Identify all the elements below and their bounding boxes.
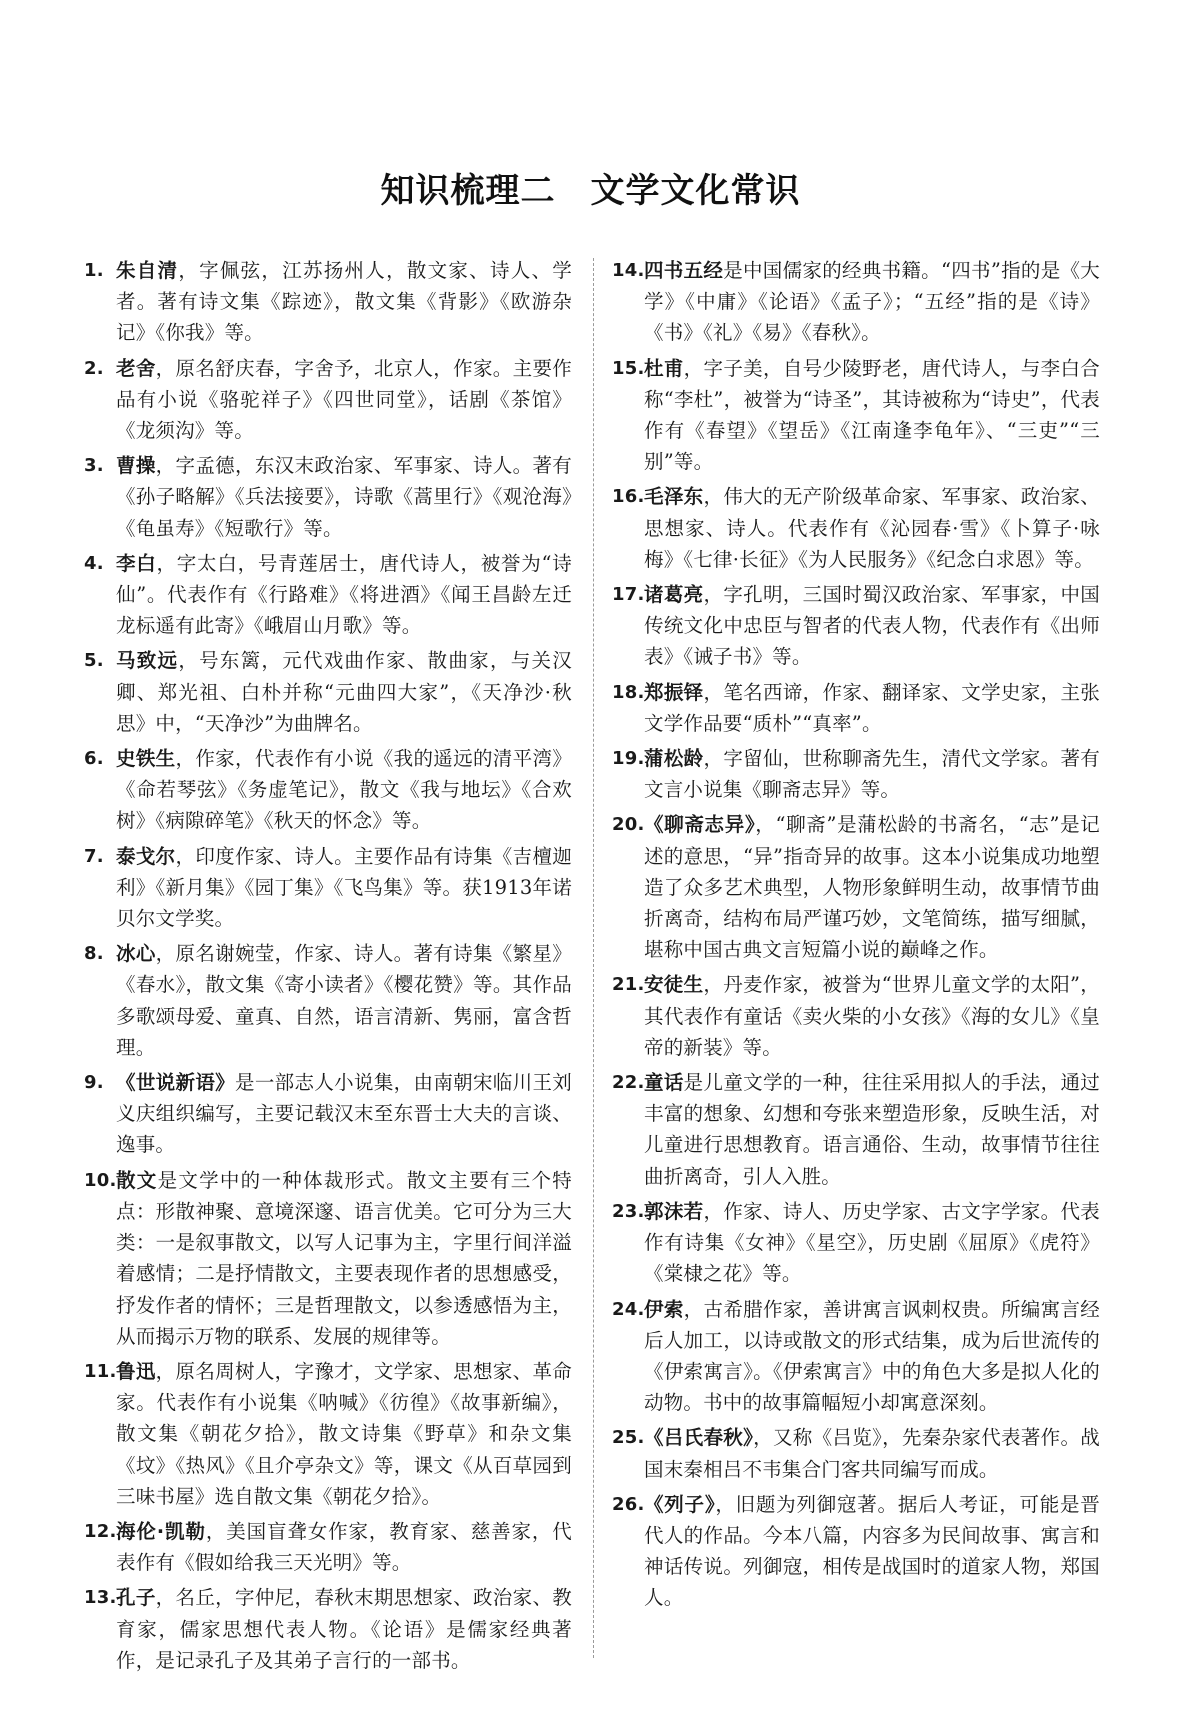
entry-text: ，字孟德，东汉末政治家、军事家、诗人。著有《孙子略解》《兵法接要》，诗歌《蒿里行》《观沧海》《龟虽寿》《短歌行》等。	[116, 454, 572, 540]
entry-number: 9.	[84, 1072, 104, 1094]
entry-16	[612, 481, 1100, 575]
entry-number: 1.	[84, 260, 104, 281]
entry-text: ，古希腊作家，善讲寓言讽刺权贵。所编寓言经后人加工，以诗或散文的形式结集，成为后世流传的《伊索寓言》。《伊索寓言》中的角色大多是拟人化的动物。书中的故事篇幅短小却寓意深刻。	[644, 1297, 1100, 1415]
entry-term: 孔子	[116, 1586, 156, 1610]
entry-10	[84, 1165, 572, 1352]
entry-term: 郭沫若	[644, 1199, 704, 1223]
entry-term: 《吕氏春秋》	[644, 1426, 754, 1450]
entry-number: 8.	[84, 943, 104, 965]
entry-text: ，原名周树人，字豫才，文学家、思想家、革命家。代表作有小说集《呐喊》《彷徨》《故事新编》，散文集《朝花夕拾》，散文诗集《野草》和杂文集《坟》《热风》《且介亭杂文》等，课文《从百草园到三味书屋》选自散文集《朝花夕拾》。	[116, 1359, 572, 1508]
entry-text: ，字佩弦，江苏扬州人，散文家、诗人、学者。著有诗文集《踪迹》，散文集《背影》《欧游杂记》《你我》等。	[116, 259, 572, 345]
entry-number: 13.	[84, 1587, 117, 1609]
entry-21	[612, 969, 1100, 1063]
entry-number: 14.	[612, 260, 645, 281]
entry-term: 散文	[116, 1168, 158, 1192]
entry-number: 3.	[84, 455, 104, 477]
entry-term: 《世说新语》	[116, 1071, 235, 1095]
entry-4	[84, 548, 572, 642]
entry-number: 24.	[612, 1298, 645, 1320]
entry-text: 是儿童文学的一种，往往采用拟人的手法，通过丰富的想象、幻想和夸张来塑造形象，反映生活，对儿童进行思想教育。语言通俗、生动，故事情节往往曲折离奇，引人入胜。	[644, 1071, 1100, 1188]
entry-number: 6.	[84, 748, 104, 770]
entry-text: ，印度作家、诗人。主要作品有诗集《吉檀迦利》《新月集》《园丁集》《飞鸟集》等。获1913年诺贝尔文学奖。	[116, 844, 572, 931]
entry-term: 鲁迅	[116, 1359, 156, 1383]
entry-term: 马致远	[116, 649, 179, 673]
entry-text: ，美国盲聋女作家，教育家、慈善家，代表作有《假如给我三天光明》等。	[116, 1519, 572, 1575]
entry-term: 伊索	[644, 1297, 684, 1321]
entry-text: ，号东篱，元代戏曲作家、散曲家，与关汉卿、郑光祖、白朴并称“元曲四大家”，《天净沙·秋思》中，“天净沙”为曲牌名。	[116, 649, 572, 735]
entry-term: 泰戈尔	[116, 844, 176, 868]
entry-term: 蒲松龄	[644, 747, 704, 771]
entry-18	[612, 677, 1100, 739]
entry-text: ，原名舒庆春，字舍予，北京人，作家。主要作品有小说《骆驼祥子》《四世同堂》，话剧《茶馆》《龙须沟》等。	[116, 356, 572, 443]
entry-number: 22.	[612, 1072, 645, 1094]
entry-text: ，“聊斋”是蒲松龄的书斋名，“志”是记述的意思，“异”指奇异的故事。这本小说集成功地塑造了众多艺术典型，人物形象鲜明生动，故事情节曲折离奇，结构布局严谨巧妙，文笔简练，描写细腻，堪称中国古典文言短篇小说的巅峰之作。	[644, 813, 1100, 962]
entry-number: 16.	[612, 486, 645, 508]
entry-11	[84, 1356, 572, 1512]
entry-text: ，又称《吕览》，先秦杂家代表著作。战国末秦相吕不韦集合门客共同编写而成。	[644, 1426, 1100, 1481]
entry-number: 4.	[84, 552, 104, 574]
entry-number: 20.	[612, 814, 645, 836]
entry-9	[84, 1067, 572, 1161]
entry-text: ，字太白，号青莲居士，唐代诗人，被誉为“诗仙”。代表作有《行路难》《将进酒》《闻王昌龄左迁龙标遥有此寄》《峨眉山月歌》等。	[116, 551, 572, 638]
entry-13	[84, 1582, 572, 1676]
entry-26	[612, 1489, 1100, 1614]
entry-term: 海伦·凯勒	[116, 1519, 206, 1543]
entry-20	[612, 809, 1100, 965]
entry-1	[84, 255, 572, 349]
entry-term: 四书五经	[644, 259, 724, 282]
entry-15	[612, 353, 1100, 478]
entry-term: 史铁生	[116, 747, 176, 771]
entry-23	[612, 1196, 1100, 1290]
column-divider	[593, 258, 594, 1658]
entry-term: 《聊斋志异》	[644, 813, 756, 837]
entry-number: 17.	[612, 584, 645, 606]
page-title: 知识梳理二 文学文化常识	[380, 171, 801, 211]
entry-text: ，伟大的无产阶级革命家、军事家、政治家、思想家、诗人。代表作有《沁园春·雪》《卜算子·咏梅》《七律·长征》《为人民服务》《纪念白求恩》等。	[644, 485, 1100, 571]
entry-text: ，作家，代表作有小说《我的遥远的清平湾》《命若琴弦》《务虚笔记》，散文《我与地坛》《合欢树》《病隙碎笔》《秋天的怀念》等。	[116, 747, 572, 833]
entry-14	[612, 255, 1100, 349]
entry-text: 是中国儒家的经典书籍。“四书”指的是《大学》《中庸》《论语》《孟子》；“五经”指的是《诗》《书》《礼》《易》《春秋》。	[644, 259, 1100, 345]
entry-term: 童话	[644, 1071, 684, 1095]
entry-number: 25.	[612, 1427, 645, 1449]
entry-text: ，字孔明，三国时蜀汉政治家、军事家，中国传统文化中忠臣与智者的代表人物，代表作有《出师表》《诫子书》等。	[644, 583, 1100, 669]
entry-text: ，丹麦作家，被誉为“世界儿童文学的太阳”，其代表作有童话《卖火柴的小女孩》《海的女儿》《皇帝的新装》等。	[644, 973, 1101, 1059]
entry-25	[612, 1422, 1100, 1484]
entry-number: 2.	[84, 357, 104, 379]
entry-number: 5.	[84, 650, 104, 672]
entry-6	[84, 743, 572, 837]
entry-text: ，旧题为列御寇著。据后人考证，可能是晋代人的作品。今本八篇，内容多为民间故事、寓言和神话传说。列御寇，相传是战国时的道家人物，郑国人。	[644, 1492, 1100, 1610]
entry-8	[84, 938, 572, 1063]
entry-19	[612, 743, 1100, 805]
entry-term: 诸葛亮	[644, 583, 704, 607]
entry-number: 19.	[612, 748, 645, 770]
entry-term: 李白	[116, 551, 157, 575]
entry-3	[84, 450, 572, 544]
entry-term: 安徒生	[644, 973, 704, 997]
entry-term: 曹操	[116, 454, 156, 478]
entry-24	[612, 1294, 1100, 1419]
entry-number: 15.	[612, 357, 645, 379]
entry-text: ，名丘，字仲尼，春秋末期思想家、政治家、教育家，儒家思想代表人物。《论语》是儒家经典著作，是记录孔子及其弟子言行的一部书。	[116, 1586, 572, 1672]
entry-12	[84, 1516, 572, 1578]
right-column	[612, 255, 1100, 1618]
entry-number: 21.	[612, 974, 645, 996]
entry-term: 冰心	[116, 942, 156, 966]
entry-2	[84, 353, 572, 447]
entry-term: 杜甫	[644, 356, 684, 380]
entry-text: 是文学中的一种体裁形式。散文主要有三个特点：形散神聚、意境深邃、语言优美。它可分为三大类：一是叙事散文，以写人记事为主，字里行间洋溢着感情；二是抒情散文，主要表现作者的思想感受，抒发作者的情怀；三是哲理散文，以参透感悟为主，从而揭示万物的联系、发展的规律等。	[116, 1168, 572, 1348]
entry-text: 是一部志人小说集，由南朝宋临川王刘义庆组织编写，主要记载汉末至东晋士大夫的言谈、逸事。	[116, 1071, 573, 1157]
entry-number: 12.	[84, 1520, 117, 1542]
entry-text: ，笔名西谛，作家、翻译家、文学史家，主张文学作品要“质朴”“真率”。	[644, 680, 1100, 735]
entry-number: 10.	[84, 1169, 117, 1191]
entry-number: 18.	[612, 681, 645, 703]
entry-term: 老舍	[116, 356, 156, 380]
entry-term: 毛泽东	[644, 485, 704, 509]
entry-text: ，字子美，自号少陵野老，唐代诗人，与李白合称“李杜”，被誉为“诗圣”，其诗被称为“诗史”，代表作有《春望》《望岳》《江南逢李龟年》、“三吏”“三别”等。	[644, 356, 1100, 474]
entry-term: 朱自清	[116, 259, 179, 282]
entry-term: 《列子》	[644, 1492, 716, 1516]
entry-17	[612, 579, 1100, 673]
entry-term: 郑振铎	[644, 680, 704, 704]
entry-number: 26.	[612, 1493, 645, 1515]
entry-22	[612, 1067, 1100, 1192]
entry-number: 11.	[84, 1360, 117, 1382]
entry-number: 23.	[612, 1200, 645, 1222]
entry-number: 7.	[84, 845, 104, 867]
entry-5	[84, 645, 572, 739]
left-column	[84, 255, 572, 1680]
entry-text: ，原名谢婉莹，作家、诗人。著有诗集《繁星》《春水》，散文集《寄小读者》《樱花赞》等。其作品多歌颂母爱、童真、自然，语言清新、隽丽，富含哲理。	[116, 942, 572, 1059]
entry-text: ，字留仙，世称聊斋先生，清代文学家。著有文言小说集《聊斋志异》等。	[644, 747, 1100, 802]
entry-7	[84, 841, 572, 935]
entry-text: ，作家、诗人、历史学家、古文字学家。代表作有诗集《女神》《星空》，历史剧《屈原》《虎符》《棠棣之花》等。	[644, 1199, 1100, 1286]
